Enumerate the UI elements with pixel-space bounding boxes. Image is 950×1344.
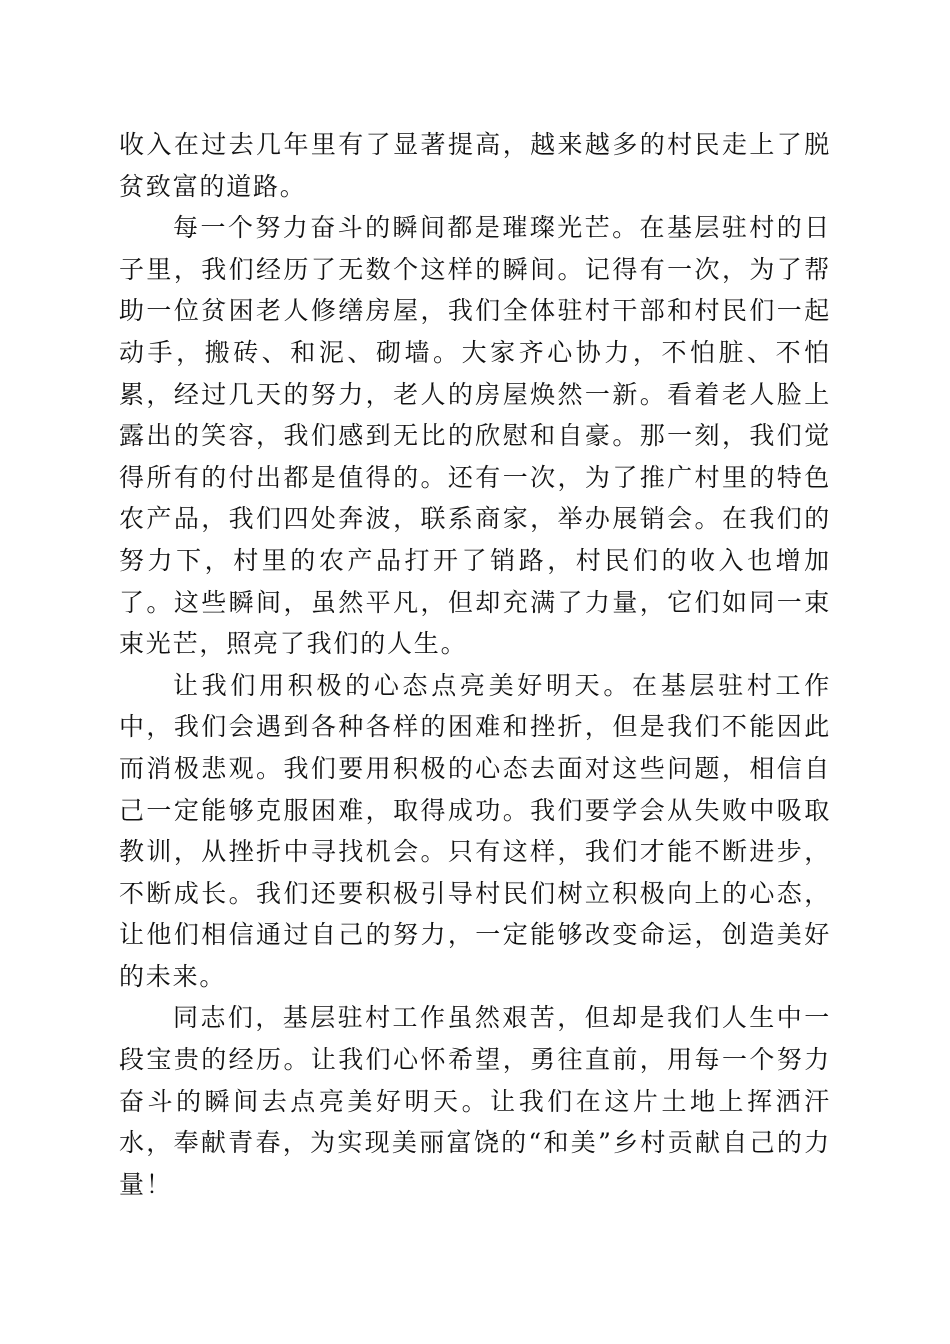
paragraph-continuation: 收入在过去几年里有了显著提高，越来越多的村民走上了脱贫致富的道路。 [119,130,831,201]
paragraph-positive-attitude: 让我们用积极的心态点亮美好明天。在基层驻村工作中，我们会遇到各种各样的困难和挫折，但是我们不能因此而消极悲观。我们要用积极的心态去面对这些问题，相信自己一定能够克服困难，取得成功。我们要学会从失败中吸取教训，从挫折中寻找机会。只有这样，我们才能不断进步，不断成长。我们还要积极引导村民们树立积极向上的心态，让他们相信通过自己的努力，一定能够改变命运，创造美好的未来。 [119,670,831,991]
paragraph-shining-moments: 每一个努力奋斗的瞬间都是璀璨光芒。在基层驻村的日子里，我们经历了无数个这样的瞬间。记得有一次，为了帮助一位贫困老人修缮房屋，我们全体驻村干部和村民们一起动手，搬砖、和泥、砌墙。大家齐心协力，不怕脏、不怕累，经过几天的努力，老人的房屋焕然一新。看着老人脸上露出的笑容，我们感到无比的欣慰和自豪。那一刻，我们觉得所有的付出都是值得的。还有一次，为了推广村里的特色农产品，我们四处奔波，联系商家，举办展销会。在我们的努力下，村里的农产品打开了销路，村民们的收入也增加了。这些瞬间，虽然平凡，但却充满了力量，它们如同一束束光芒，照亮了我们的人生。 [119,213,831,659]
document-body [119,124,831,1205]
paragraph-closing: 同志们，基层驻村工作虽然艰苦，但却是我们人生中一段宝贵的经历。让我们心怀希望，勇往直前，用每一个努力奋斗的瞬间去点亮美好明天。让我们在这片土地上挥洒汗水，奉献青春，为实现美丽富饶的“和美”乡村贡献自己的力量！ [119,1003,831,1199]
